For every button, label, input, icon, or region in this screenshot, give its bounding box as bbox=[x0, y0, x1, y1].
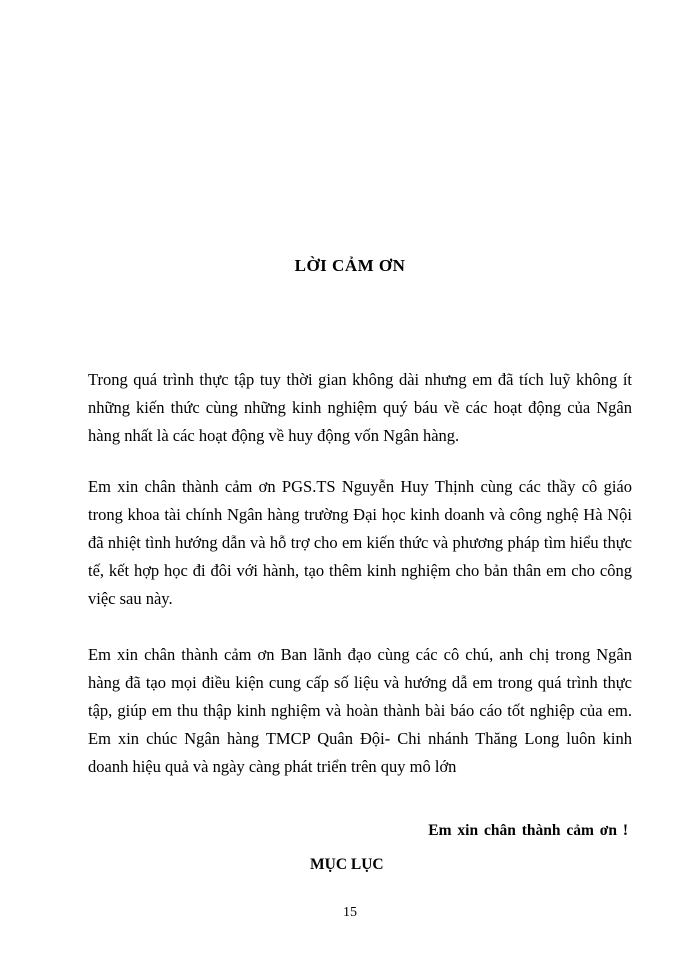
paragraph-line: việc sau này. bbox=[88, 589, 173, 608]
closing-thanks: Em xin chân thành cảm ơn ! bbox=[428, 822, 628, 839]
paragraph-line: hàng đã tạo mọi điều kiện cung cấp số liệu và hướng dẫ em trong quá trình thực bbox=[88, 673, 632, 692]
toc-heading: MỤC LỤC bbox=[310, 856, 384, 873]
paragraph-line: tế, kết hợp học đi đôi với hành, tạo thêm kinh nghiệm cho bản thân em cho công bbox=[88, 561, 632, 580]
paragraph-line: Em xin chân thành cảm ơn PGS.TS Nguyễn Huy Thịnh cùng các thầy cô giáo bbox=[88, 477, 632, 496]
paragraph-line: Trong quá trình thực tập tuy thời gian không dài nhưng em đã tích luỹ không ít bbox=[88, 370, 632, 389]
paragraph-line: Em xin chân thành cảm ơn Ban lãnh đạo cùng các cô chú, anh chị trong Ngân bbox=[88, 645, 632, 664]
paragraph-2 bbox=[88, 473, 632, 613]
paragraph-line: doanh hiệu quả và ngày càng phát triển trên quy mô lớn bbox=[88, 757, 457, 776]
page-number: 15 bbox=[343, 905, 357, 920]
page-title: LỜI CẢM ƠN bbox=[294, 256, 406, 275]
paragraph-line: những kiến thức cùng những kinh nghiệm quý báu về các hoạt động của Ngân bbox=[88, 398, 632, 417]
paragraph-line: Em xin chúc Ngân hàng TMCP Quân Đội- Chi nhánh Thăng Long luôn kinh bbox=[88, 729, 632, 748]
paragraph-3 bbox=[88, 641, 632, 781]
paragraph-1 bbox=[88, 366, 632, 450]
paragraph-line: hàng nhất là các hoạt động về huy động vốn Ngân hàng. bbox=[88, 426, 460, 445]
paragraph-line: đã nhiệt tình hướng dẫn và hỗ trợ cho em kiến thức và phương pháp tìm hiểu thực bbox=[88, 533, 632, 552]
paragraph-line: tập, giúp em thu thập kinh nghiệm và hoàn thành bài báo cáo tốt nghiệp của em. bbox=[88, 701, 632, 720]
paragraph-line: trong khoa tài chính Ngân hàng trường Đại học kinh doanh và công nghệ Hà Nội bbox=[88, 505, 632, 524]
